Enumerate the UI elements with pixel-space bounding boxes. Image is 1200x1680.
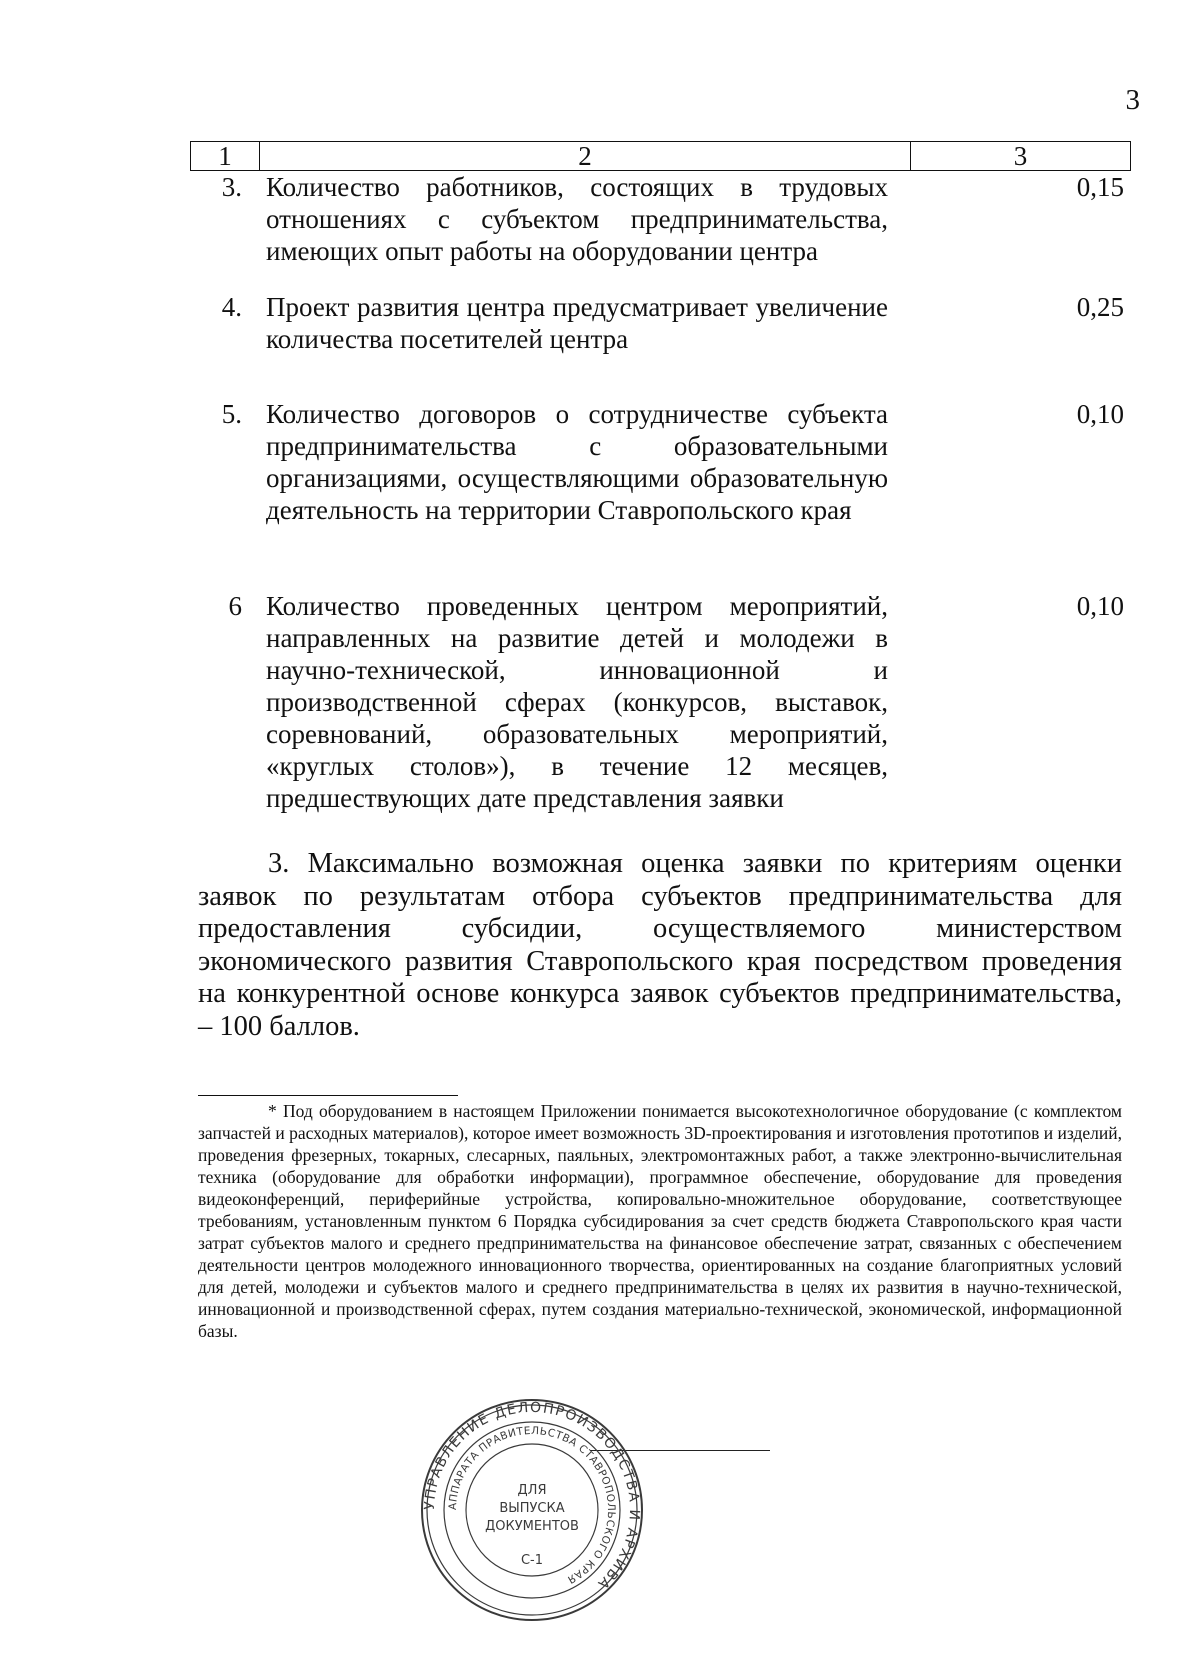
table-header-col-2: 2 (260, 142, 911, 170)
stamp-code: С-1 (520, 1553, 544, 1568)
row-number: 4. (221, 292, 242, 322)
row-weight: 0,10 (1076, 591, 1124, 621)
stamp-center-line-1: ДЛЯ (517, 1483, 547, 1498)
row-weight: 0,10 (1076, 399, 1124, 429)
table-header-col-3: 3 (1013, 141, 1028, 171)
page-number: 3 (1125, 84, 1140, 116)
stamp-inner-text: АППАРАТА ПРАВИТЕЛЬСТВА СТАВРОПОЛЬСКОГО КРАЯ (446, 1424, 618, 1586)
stamp-center-line-3: ДОКУМЕНТОВ (485, 1519, 579, 1534)
stamp-outer-text: УПРАВЛЕНИЕ ДЕЛОПРОИЗВОДСТВА И АРХИВА (421, 1399, 643, 1593)
table-header (190, 141, 1131, 171)
row-weight: 0,15 (1076, 172, 1124, 202)
stamp-center-line-2: ВЫПУСКА (499, 1501, 565, 1516)
row-criterion: Проект развития центра предусматривает увеличение количества посетителей центра (266, 292, 888, 354)
row-weight: 0,25 (1076, 292, 1124, 322)
row-criterion: Количество проведенных центром мероприятий, направленных на развитие детей и молодежи в научно-технической, инновационной и производственной сферах (конкурсов, выставок, соревнований, образовательных мероприятий, «круглых столов»), в течение 12 месяцев, предшествующих дате представления заявки (266, 591, 888, 813)
row-number: 5. (221, 399, 242, 429)
table-header-col-1: 1 (191, 142, 260, 170)
official-stamp-icon (418, 1396, 646, 1624)
footnote-divider (198, 1095, 458, 1096)
footnote: * Под оборудованием в настоящем Приложении понимается высокотехнологичное оборудование (с комплектом запчастей и расходных материалов), которое имеет возможность 3D-проектирования и изготовления прототипов и изделий, проведения фрезерных, токарных, слесарных, паяльных, электромонтажных работ, а также электронно-вычислительная техника (оборудование для обработки информации), программное обеспечение, оборудование для проведения видеоконференций, периферийные устройства, копировально-множительное оборудование, соответствующее требованиям, установленным пунктом 6 Порядка субсидирования за счет средств бюджета Ставропольского края части затрат субъектов малого и среднего предпринимательства на финансовое обеспечение затрат, связанных с обеспечением деятельности центров молодежного инновационного творчества, ориентированных на создание благоприятных условий для детей, молодежи и субъектов малого и среднего предпринимательства в целях их развития в научно-технической, инновационной и производственной сферах, путем создания материально-технической, экономической, информационной базы. (198, 1101, 1122, 1341)
max-score-paragraph: 3. Максимально возможная оценка заявки по критериям оценки заявок по результатам отбора субъектов предпринимательства для предоставления субсидии, осуществляемого министерством экономического развития Ставропольского края посредством проведения на конкурентной основе конкурса заявок субъектов предпринимательства, – 100 баллов. (198, 848, 1122, 1042)
row-criterion: Количество договоров о сотрудничестве субъекта предпринимательства с образовательными организациями, осуществляющими образовательную деятельность на территории Ставропольского края (266, 399, 888, 525)
row-number: 3. (221, 172, 242, 202)
row-number: 6 (228, 591, 242, 621)
row-criterion: Количество работников, состоящих в трудовых отношениях с субъектом предпринимательства, имеющих опыт работы на оборудовании центра (266, 172, 888, 266)
